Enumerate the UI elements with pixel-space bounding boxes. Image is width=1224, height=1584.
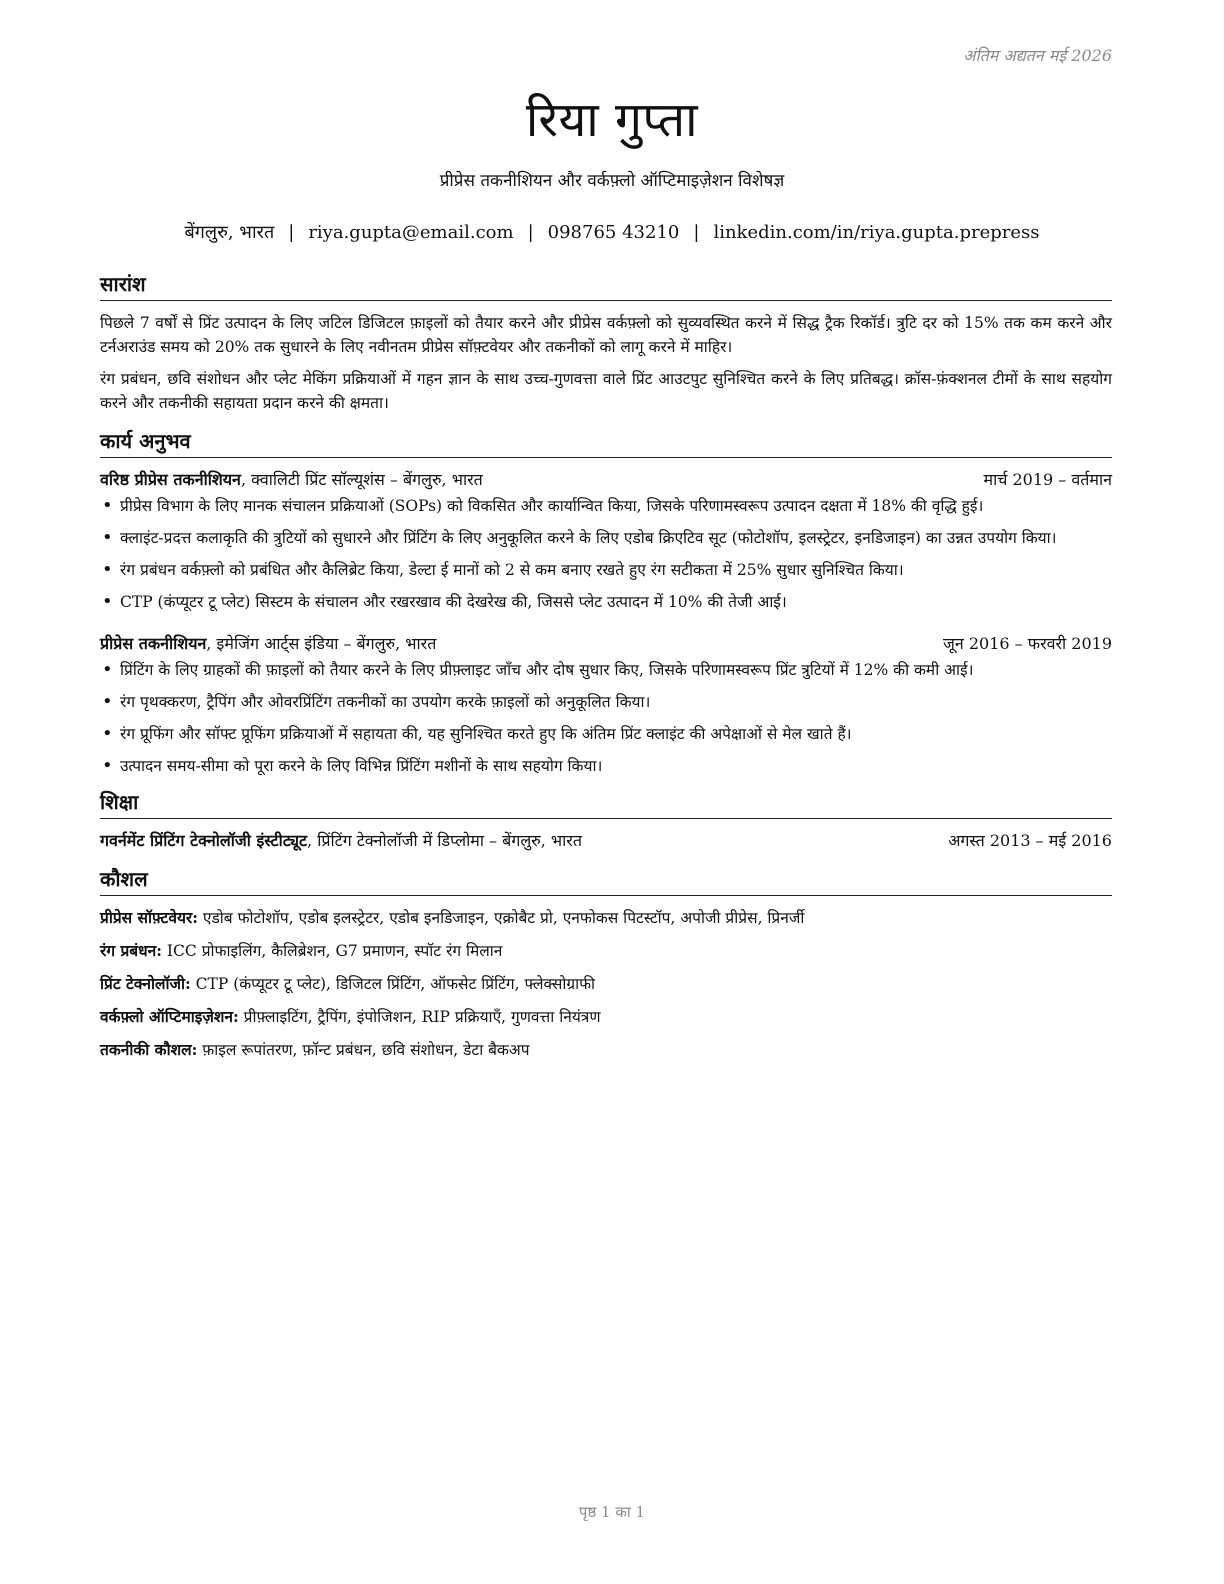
contact-location: बेंगलुरु, भारत [184,222,275,243]
skill-label: वर्कफ़्लो ऑप्टिमाइज़ेशन: [100,1007,239,1026]
skill-row [100,972,1112,996]
skill-label: तकनीकी कौशल: [100,1040,198,1059]
job-entry [100,632,1112,778]
contact-separator: | [527,222,534,243]
contact-phone: 098765 43210 [547,222,680,243]
job-bullets [100,658,1112,778]
job-bullets [100,494,1112,614]
skill-value: ICC प्रोफाइलिंग, कैलिब्रेशन, G7 प्रमाणन, स्पॉट रंग मिलान [162,942,503,960]
skills-title: कौशल [100,865,1112,896]
skills-section [100,865,1112,1062]
skill-value: एडोब फोटोशॉप, एडोब इलस्ट्रेटर, एडोब इनडिजाइन, एक्रोबैट प्रो, एनफोकस पिटस्टॉप, अपोजी प्रीप्रेस, प्रिनर्जी [198,909,805,927]
skill-row [100,1005,1112,1029]
summary-paragraph: रंग प्रबंधन, छवि संशोधन और प्लेट मेकिंग प्रक्रियाओं में गहन ज्ञान के साथ उच्च-गुणवत्ता वाले प्रिंट आउटपुट सुनिश्चित करने के लिए प्रतिबद्ध। क्रॉस-फ़ंक्शनल टीमों के साथ सहयोग करने और तकनीकी सहायता प्रदान करने की क्षमता। [100,370,1112,412]
job-dates: जून 2016 – फरवरी 2019 [943,634,1112,653]
experience-title: कार्य अनुभव [100,427,1112,458]
resume-name: रिया गुप्ता [525,92,699,148]
job-bullet: • CTP (कंप्यूटर टू प्लेट) सिस्टम के संचालन और रखरखाव की देखरेख की, जिससे प्लेट उत्पादन में 10% की तेजी आई। [100,590,1112,614]
job-bullet: • उत्पादन समय-सीमा को पूरा करने के लिए विभिन्न प्रिंटिंग मशीनों के साथ सहयोग किया। [100,754,1112,778]
job-org: , इमेजिंग आर्ट्स इंडिया – बेंगलुरु, भारत [206,634,437,653]
contact-email[interactable]: riya.gupta@email.com [308,222,514,243]
job-dates: मार्च 2019 – वर्तमान [983,470,1112,489]
job-role: वरिष्ठ प्रीप्रेस तकनीशियन [100,470,241,489]
resume-body [100,270,1112,1071]
skill-value: फ़ाइल रूपांतरण, फ़ॉन्ट प्रबंधन, छवि संशोधन, डेटा बैकअप [197,1041,530,1059]
contact-separator: | [693,222,700,243]
summary-paragraph: पिछले 7 वर्षों से प्रिंट उत्पादन के लिए जटिल डिजिटल फ़ाइलों को तैयार करने और प्रीप्रेस वर्कफ़्लो को सुव्यवस्थित करने में सिद्ध ट्रैक रिकॉर्ड। त्रुटि दर को 15% तक कम करने और टर्नअराउंड समय को 20% तक सुधारने के लिए नवीनतम प्रीप्रेस सॉफ़्टवेयर और तकनीकों को लागू करने में माहिर। [100,314,1112,356]
skill-row [100,1038,1112,1062]
skill-row [100,906,1112,930]
skill-value: CTP (कंप्यूटर टू प्लेट), डिजिटल प्रिंटिंग, ऑफसेट प्रिंटिंग, फ्लेक्सोग्राफी [190,975,596,993]
contact-linkedin[interactable]: linkedin.com/in/riya.gupta.prepress [713,222,1040,243]
job-org: , क्वालिटी प्रिंट सॉल्यूशंस – बेंगलुरु, भारत [240,470,483,489]
job-bullet: • प्रीप्रेस विभाग के लिए मानक संचालन प्रक्रियाओं (SOPs) को विकसित और कार्यान्वित किया, जिसके परिणामस्वरूप उत्पादन दक्षता में 18% की वृद्धि हुई। [100,494,1112,518]
summary-title: सारांश [100,270,1112,301]
skill-label: रंग प्रबंधन: [100,941,162,960]
summary-section [100,270,1112,415]
contact-separator: | [288,222,295,243]
education-detail: , प्रिंटिंग टेक्नोलॉजी में डिप्लोमा – बेंगलुरु, भारत [307,831,582,850]
job-bullet: • रंग पृथक्करण, ट्रैपिंग और ओवरप्रिंटिंग तकनीकों का उपयोग करके फ़ाइलों को अनुकूलित किया। [100,690,1112,714]
job-entry [100,468,1112,614]
resume-subtitle: प्रीप्रेस तकनीशियन और वर्कफ़्लो ऑप्टिमाइज़ेशन विशेषज्ञ [439,171,785,191]
education-section [100,788,1112,851]
job-bullet: • क्लाइंट-प्रदत्त कलाकृति की त्रुटियों को सुधारने और प्रिंटिंग के लिए अनुकूलित करने के लिए एडोब क्रिएटिव सूट (फोटोशॉप, इलस्ट्रेटर, इनडिजाइन) का उन्नत उपयोग किया। [100,526,1112,550]
job-role: प्रीप्रेस तकनीशियन [100,634,207,653]
experience-section [100,427,1112,778]
skill-row [100,939,1112,963]
education-school: गवर्नमेंट प्रिंटिंग टेक्नोलॉजी इंस्टीट्यूट [100,831,308,850]
education-entry [100,829,1112,851]
job-header [100,632,1112,654]
skill-label: प्रीप्रेस सॉफ़्टवेयर: [100,908,198,927]
job-bullet: • प्रिंटिंग के लिए ग्राहकों की फ़ाइलों को तैयार करने के लिए प्रीफ़्लाइट जाँच और दोष सुधार किए, जिसके परिणामस्वरूप प्रिंट त्रुटियों में 12% की कमी आई। [100,658,1112,682]
job-bullet: • रंग प्रूफिंग और सॉफ्ट प्रूफिंग प्रक्रियाओं में सहायता की, यह सुनिश्चित करते हुए कि अंतिम प्रिंट क्लाइंट की अपेक्षाओं से मेल खाते हैं। [100,722,1112,746]
job-header [100,468,1112,490]
education-title: शिक्षा [100,788,1112,819]
contact-line [0,220,1224,244]
education-dates: अगस्त 2013 – मई 2016 [948,831,1112,850]
skill-value: प्रीफ़्लाइटिंग, ट्रैपिंग, इंपोजिशन, RIP प्रक्रियाएँ, गुणवत्ता नियंत्रण [238,1008,601,1026]
job-bullet: • रंग प्रबंधन वर्कफ़्लो को प्रबंधित और कैलिब्रेट किया, डेल्टा ई मानों को 2 से कम बनाए रखते हुए रंग सटीकता में 25% सुधार सुनिश्चित किया। [100,558,1112,582]
last-updated: अंतिम अद्यतन मई 2026 [963,46,1112,65]
skill-label: प्रिंट टेक्नोलॉजी: [100,974,191,993]
page-number: पृष्ठ 1 का 1 [578,1503,646,1521]
